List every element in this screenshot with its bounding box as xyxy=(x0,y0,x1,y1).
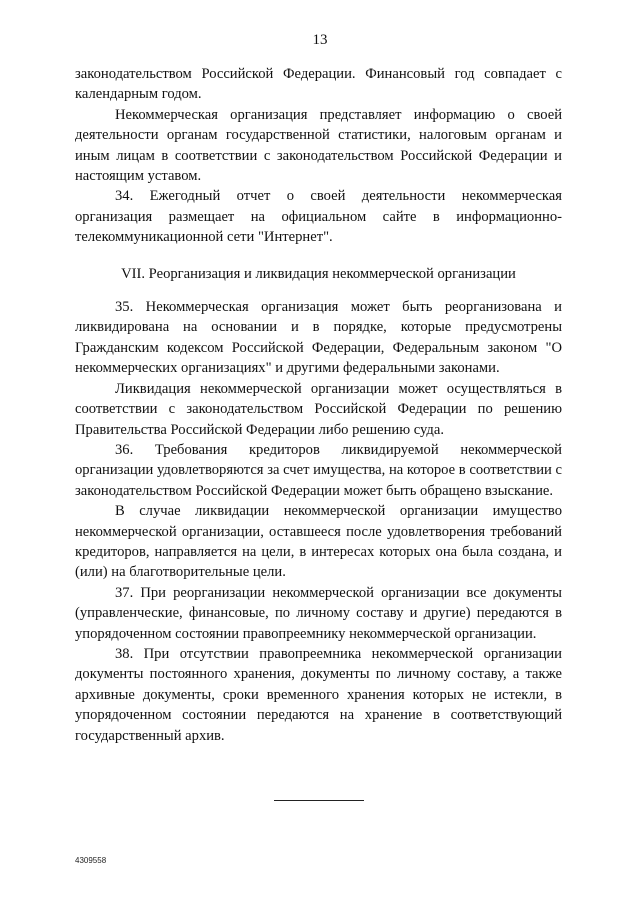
paragraph-37-documents-transfer: 37. При реорганизации некоммерческой организации все документы (управленческие, финансовые, по личному составу и другие) передаются в упорядоченном состоянии правопреемнику некоммерческой организации. xyxy=(75,584,562,642)
document-id: 4309558 xyxy=(75,856,107,865)
paragraph-information-disclosure: Некоммерческая организация представляет информацию о своей деятельности органам государственной статистики, налоговым органам и иным лицам в соответствии с законодательством Российской Федерации и настоящим уставом. xyxy=(75,106,562,185)
paragraph-liquidation: Ликвидация некоммерческой организации может осуществляться в соответствии с законодательством Российской Федерации по решению Правительства Российской Федерации либо решению суда. xyxy=(75,380,562,438)
paragraph-36-creditor-claims: 36. Требования кредиторов ликвидируемой некоммерческой организации удовлетворяются за счет имущества, на которое в соответствии с законодательством Российской Федерации может быть обращено взыскание. xyxy=(75,441,562,499)
paragraph-35-reorganization: 35. Некоммерческая организация может быть реорганизована и ликвидирована на основании и в порядке, которые предусмотрены Гражданским кодексом Российской Федерации, Федеральным законом "О некоммерческих организациях" и другими федеральными законами. xyxy=(75,299,562,377)
paragraph-38-archive: 38. При отсутствии правопреемника некоммерческой организации документы постоянного хранения, документы по личному составу, а также архивные документы, сроки временного хранения которых не истекли, в упорядоченном состоянии передаются на хранение в соответствующий государственный архив. xyxy=(75,645,562,744)
section-heading: VII. Реорганизация и ликвидация некоммерческой организации xyxy=(121,265,516,282)
paragraph-34-annual-report: 34. Ежегодный отчет о своей деятельности некоммерческая организация размещает на официальном сайте в информационно-телекоммуникационной сети "Интернет". xyxy=(75,188,562,246)
page-number: 13 xyxy=(312,32,328,48)
end-rule xyxy=(274,800,364,801)
paragraph-remaining-property: В случае ликвидации некоммерческой организации имущество некоммерческой организации, оставшееся после удовлетворения требований кредиторов, направляется на цели, в интересах которых она была создана, и (или) на благотворительные цели. xyxy=(75,503,562,581)
paragraph-continuation: законодательством Российской Федерации. Финансовый год совпадает с календарным годом. xyxy=(75,66,562,103)
document-body xyxy=(75,64,562,746)
